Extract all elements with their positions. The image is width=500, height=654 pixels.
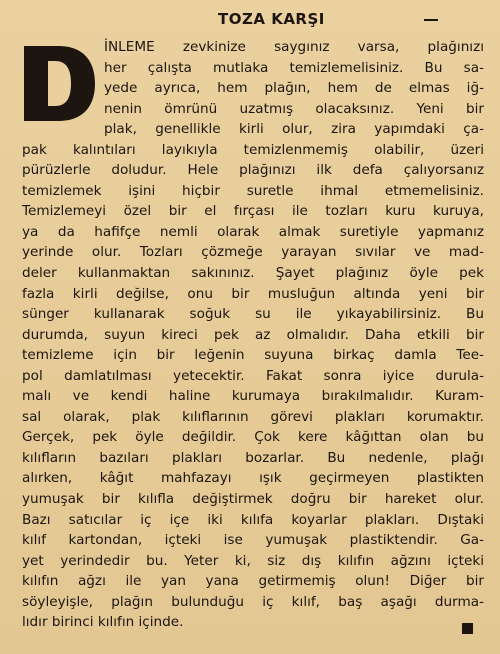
text-line: plak, genellikle kirli olur, zira yapımdaki ça- — [104, 121, 484, 138]
text-line: malı ve kendi haline kurumaya bırakılmalıdır. Kuram- — [22, 388, 484, 405]
text-line: kılıfın ağzı ile yan yana getirmemiş olun! Diğer bir — [22, 573, 484, 590]
text-line: yumuşak bir kılıfla değiştirmek doğru bir hareket olur. — [22, 491, 484, 508]
text-line: söyleyişle, plağın bulunduğu iç kılıf, baş aşağı durma- — [22, 593, 484, 610]
text-line: kılıfların bazıları plakları bozarlar. Bu nedenle, plağı — [22, 449, 484, 466]
text-line: yet yerindedir bu. Yeter ki, siz dış kılıfın ağzını içteki — [22, 552, 484, 569]
article-body — [22, 37, 484, 633]
text-line: fazla kirli değilse, onu bir musluğun altında yeni bir — [22, 285, 484, 302]
text-line: sünger kullanarak soğuk su ile yıkayabilirsiniz. Bu — [22, 306, 484, 323]
text-line: nenin ömrünü uzatmış olacaksınız. Yeni bir — [104, 100, 484, 117]
text-line: pol damlatılması yetecektir. Fakat sonra iyice durula- — [22, 367, 484, 384]
text-line: deler kullanmaktan sakınınız. Şayet plağınız öyle pek — [22, 265, 484, 282]
text-line: pak kalıntıları layıkıyla temizlenmemiş olabilir, üzeri — [22, 141, 484, 158]
end-of-article-mark — [462, 623, 473, 634]
text-line: lıdır birinci kılıfın içinde. — [22, 614, 184, 631]
text-line: alırken, kâğıt mahfazayı ışık geçirmeyen plastikten — [22, 470, 484, 487]
text-line: Gerçek, pek öyle değildir. Çok kere kâğıttan olan bu — [22, 429, 484, 446]
text-line: İNLEME zevkinize saygınız varsa, plağınızı — [104, 39, 484, 55]
text-line: her çalışta mutlaka temizlemelisiniz. Bu sa- — [104, 59, 484, 76]
title-dash — [424, 19, 438, 21]
text-line: temizlemek işini hiçbir suretle ihmal etmemelisiniz. — [22, 182, 484, 199]
article-title: TOZA KARŞI — [218, 10, 325, 28]
text-line: kılıf kartondan, içteki ise yumuşak plastiktendir. Ga- — [22, 532, 484, 549]
text-line: sal olarak, plak kılıflarının görevi plakları korumaktır. — [22, 408, 484, 425]
text-line: yerinde olur. Tozları çözmeğe yarayan sıvılar ve mad- — [22, 244, 484, 261]
text-line: ya da hafifçe nemli olarak almak suretiyle yapmanız — [22, 223, 484, 240]
text-line: yede ayrıca, hem plağın, hem de elmas iğ- — [104, 80, 484, 97]
text-line: durumda, suyun kireci pek az olmalıdır. Daha etkili bir — [22, 326, 484, 343]
text-line: temizleme için bir leğenin suyuna birkaç damla Tee- — [22, 347, 484, 364]
text-line: Bazı satıcılar iç içe iki kılıfa koyarlar plakları. Dıştaki — [22, 511, 484, 528]
text-line: Temizlemeyi özel bir el fırçası ile tozları kuru kuruya, — [22, 203, 484, 220]
text-line: pürüzlerle doludur. Hele plağınızı ilk defa çalıyorsanız — [22, 162, 484, 179]
